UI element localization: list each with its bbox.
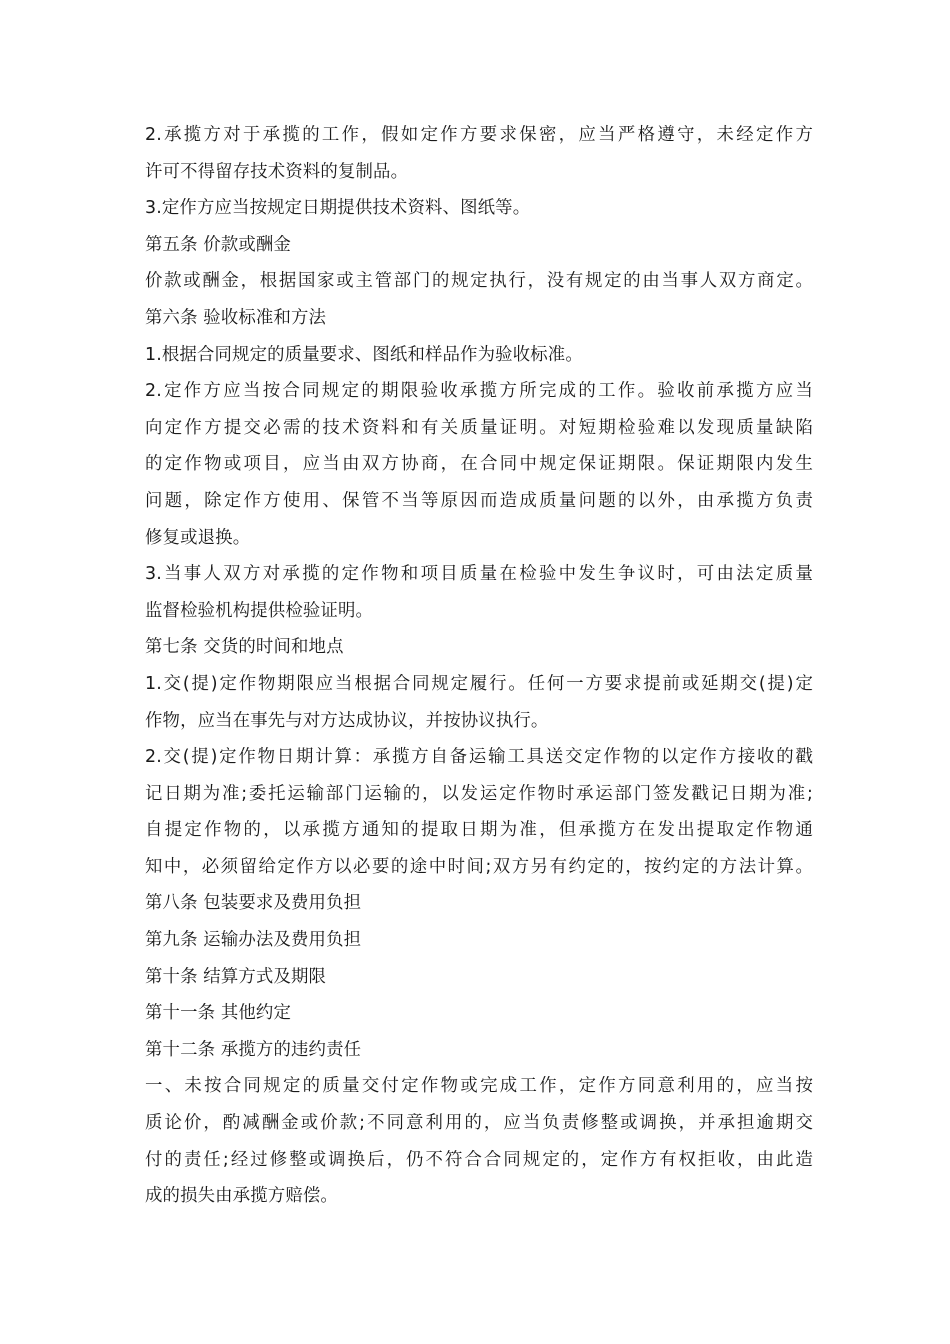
text-line: 监督检验机构提供检验证明。 — [145, 600, 374, 621]
section-heading: 第十一条 其他约定 — [145, 1003, 292, 1024]
text-line: 的定作物或项目，应当由双方协商，在合同中规定保证期限。保证期限内发生 — [145, 454, 813, 475]
text-line: 修复或退换。 — [145, 527, 251, 548]
section-heading: 第十条 结算方式及期限 — [145, 966, 327, 987]
text-line: 问题，除定作方使用、保管不当等原因而造成质量问题的以外，由承揽方负责 — [145, 490, 813, 511]
text-line: 成的损失由承揽方赔偿。 — [145, 1186, 338, 1207]
section-heading: 第六条 验收标准和方法 — [145, 307, 327, 328]
text-line: 知中，必须留给定作方以必要的途中时间;双方另有约定的，按约定的方法计算。 — [145, 856, 813, 877]
text-line: 3.定作方应当按规定日期提供技术资料、图纸等。 — [145, 198, 531, 219]
text-line: 2.交(提)定作物日期计算：承揽方自备运输工具送交定作物的以定作方接收的戳 — [145, 747, 813, 768]
text-line: 许可不得留存技术资料的复制品。 — [145, 161, 409, 182]
text-line: 作物，应当在事先与对方达成协议，并按协议执行。 — [145, 710, 549, 731]
text-line: 2.定作方应当按合同规定的期限验收承揽方所完成的工作。验收前承揽方应当 — [145, 381, 813, 402]
section-heading: 第五条 价款或酬金 — [145, 234, 292, 255]
text-line: 记日期为准;委托运输部门运输的，以发运定作物时承运部门签发戳记日期为准; — [145, 783, 813, 804]
text-line: 向定作方提交必需的技术资料和有关质量证明。对短期检验难以发现质量缺陷 — [145, 417, 813, 438]
text-line: 2.承揽方对于承揽的工作，假如定作方要求保密，应当严格遵守，未经定作方 — [145, 125, 813, 145]
text-line: 质论价，酌减酬金或价款;不同意利用的，应当负责修整或调换，并承担逾期交 — [145, 1113, 813, 1134]
text-line: 自提定作物的，以承揽方通知的提取日期为准，但承揽方在发出提取定作物通 — [145, 820, 813, 841]
document-page — [145, 117, 813, 1215]
text-line: 3.当事人双方对承揽的定作物和项目质量在检验中发生争议时，可由法定质量 — [145, 564, 813, 585]
section-heading: 第八条 包装要求及费用负担 — [145, 893, 362, 914]
text-line: 付的责任;经过修整或调换后，仍不符合合同规定的，定作方有权拒收，由此造 — [145, 1149, 813, 1170]
text-line: 1.根据合同规定的质量要求、图纸和样品作为验收标准。 — [145, 344, 583, 365]
section-heading: 第十二条 承揽方的违约责任 — [145, 1039, 362, 1060]
text-line: 一、未按合同规定的质量交付定作物或完成工作，定作方同意利用的，应当按 — [145, 1076, 813, 1097]
text-line: 1.交(提)定作物期限应当根据合同规定履行。任何一方要求提前或延期交(提)定 — [145, 673, 813, 694]
section-heading: 第九条 运输办法及费用负担 — [145, 930, 362, 951]
section-heading: 第七条 交货的时间和地点 — [145, 637, 344, 658]
text-line: 价款或酬金，根据国家或主管部门的规定执行，没有规定的由当事人双方商定。 — [145, 271, 813, 292]
